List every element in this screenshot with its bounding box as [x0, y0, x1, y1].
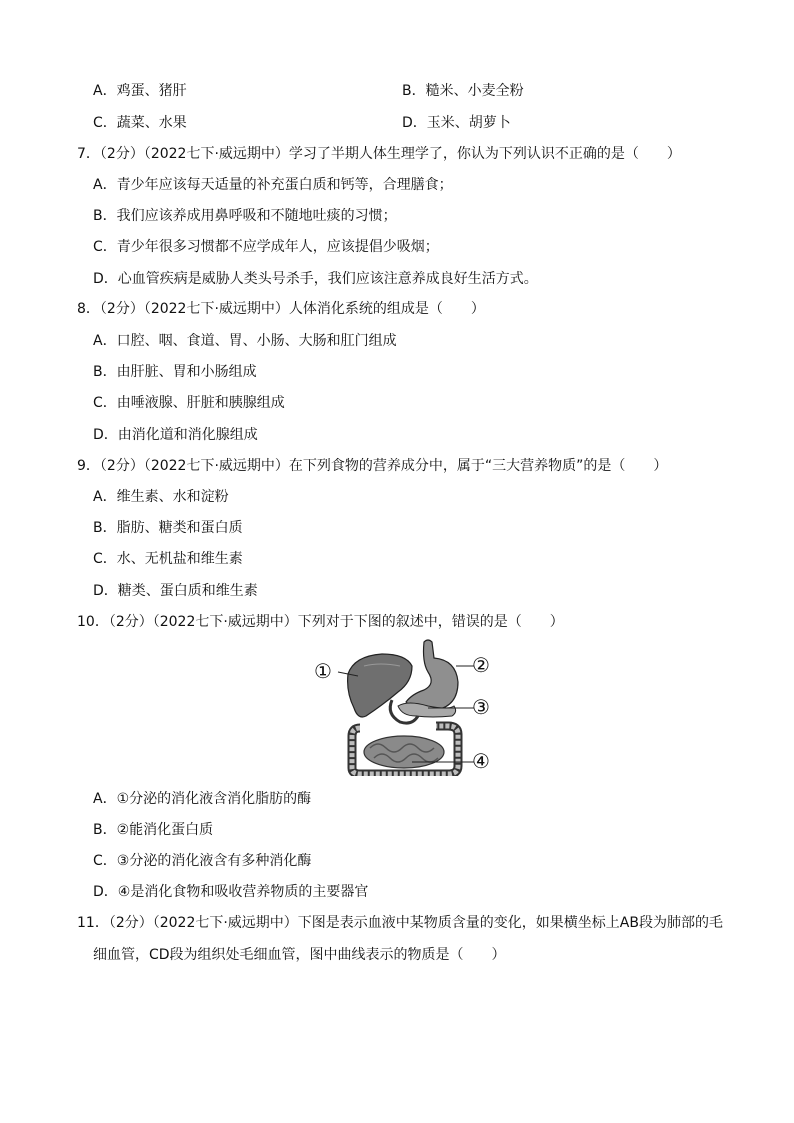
q6-option-d: D．玉米、胡萝卜	[402, 115, 511, 131]
diagram-label-3: ③	[472, 695, 490, 719]
stomach-shape	[406, 640, 458, 710]
q11-stem-line2: 细血管，CD段为组织处毛细血管，图中曲线表示的物质是（ ）	[93, 947, 506, 963]
diagram-label-2: ②	[472, 653, 490, 677]
q6-option-b: B．糙米、小麦全粉	[402, 83, 524, 99]
q6-option-c: C．蔬菜、水果	[93, 115, 187, 131]
q8-option-d: D．由消化道和消化腺组成	[93, 427, 258, 443]
q7-option-a: A．青少年应该每天适量的补充蛋白质和钙等，合理膳食；	[93, 177, 453, 193]
q8-option-b: B．由肝脏、胃和小肠组成	[93, 364, 257, 380]
q9-option-b: B．脂肪、糖类和蛋白质	[93, 520, 243, 536]
q10-option-d: D．④是消化食物和吸收营养物质的主要器官	[93, 884, 369, 900]
diagram-label-4: ④	[472, 749, 490, 773]
q8-option-c: C．由唾液腺、肝脏和胰腺组成	[93, 395, 285, 411]
q7-option-c: C．青少年很多习惯都不应学成年人，应该提倡少吸烟；	[93, 239, 439, 255]
q8-stem: 8．（2分）（2022七下·威远期中）人体消化系统的组成是（ ）	[77, 301, 485, 317]
q10-option-c: C．③分泌的消化液含有多种消化酶	[93, 853, 312, 869]
diagram-label-1: ①	[314, 659, 332, 683]
q9-option-d: D．糖类、蛋白质和维生素	[93, 583, 258, 599]
q11-stem-line1: 11．（2分）（2022七下·威远期中）下图是表示血液中某物质含量的变化，如果横坐标上AB段为肺部的毛	[77, 915, 723, 931]
q6-option-a: A．鸡蛋、猪肝	[93, 83, 187, 99]
q7-stem: 7．（2分）（2022七下·威远期中）学习了半期人体生理学了，你认为下列认识不正确的是（ ）	[77, 146, 681, 162]
q10-option-b: B．②能消化蛋白质	[93, 822, 214, 838]
digestive-system-diagram	[308, 636, 494, 776]
q9-option-a: A．维生素、水和淀粉	[93, 489, 229, 505]
q10-stem: 10．（2分）（2022七下·威远期中）下列对于下图的叙述中，错误的是（ ）	[77, 614, 564, 630]
q9-stem: 9．（2分）（2022七下·威远期中）在下列食物的营养成分中，属于“三大营养物质”的是（ ）	[77, 458, 668, 474]
small-intestine-shape	[364, 736, 444, 768]
q7-option-d: D．心血管疾病是威胁人类头号杀手，我们应该注意养成良好生活方式。	[93, 271, 538, 287]
q10-option-a: A．①分泌的消化液含消化脂肪的酶	[93, 791, 312, 807]
q9-option-c: C．水、无机盐和维生素	[93, 551, 243, 567]
q7-option-b: B．我们应该养成用鼻呼吸和不随地吐痰的习惯；	[93, 208, 397, 224]
q8-option-a: A．口腔、咽、食道、胃、小肠、大肠和肛门组成	[93, 333, 397, 349]
